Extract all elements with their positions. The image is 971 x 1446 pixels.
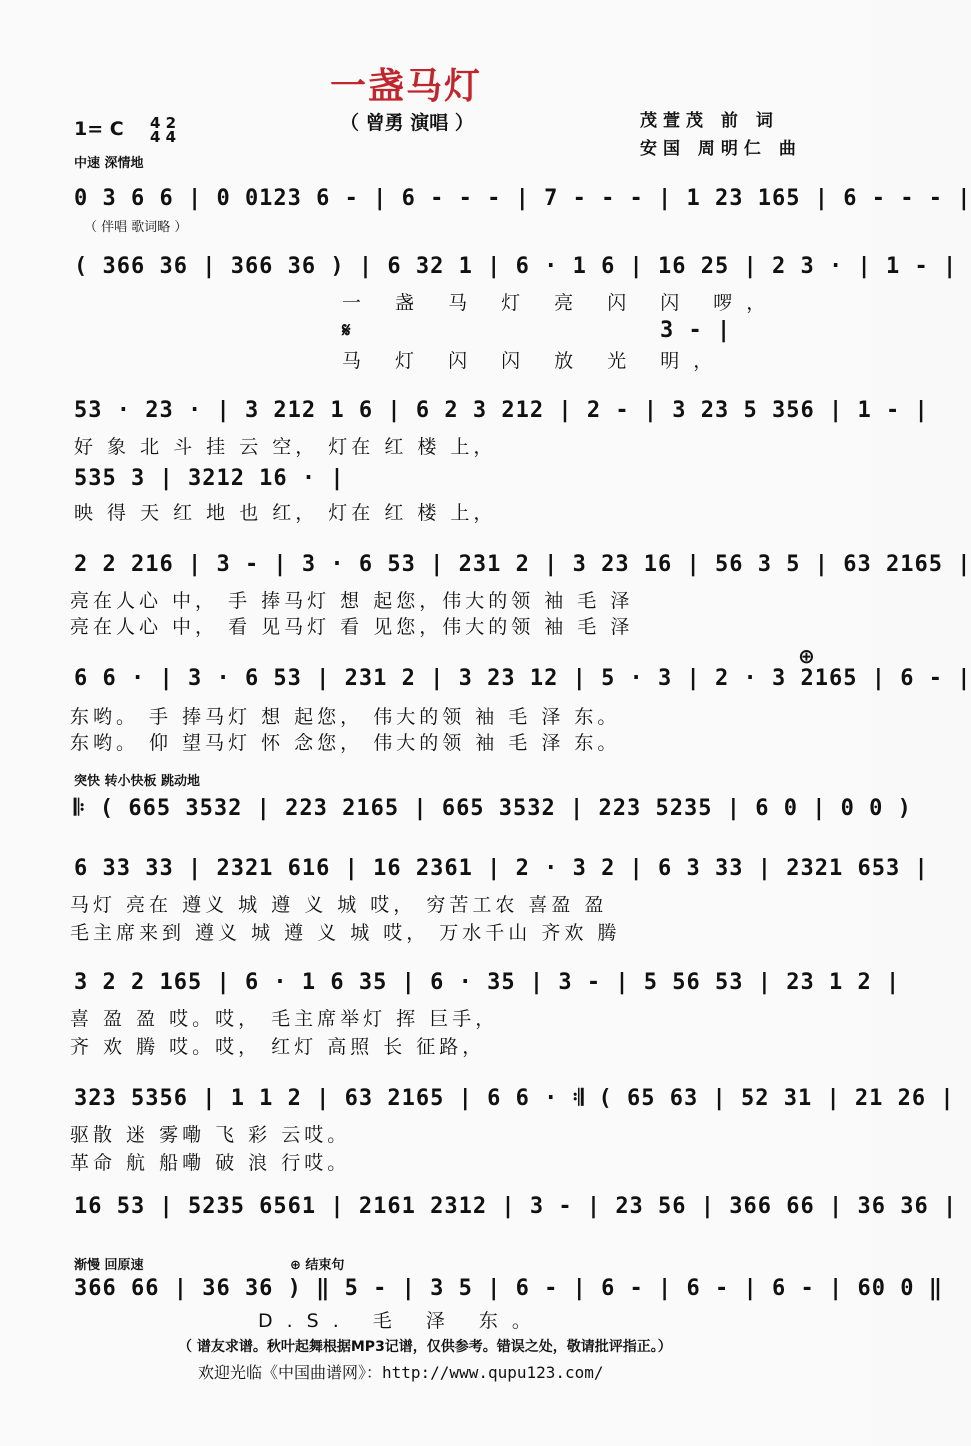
lyric-line-7b: 毛主席来到 遵义 城 遵 义 城 哎， 万水千山 齐欢 腾 — [70, 922, 621, 944]
lyric-line-8b: 齐 欢 腾 哎。哎， 红灯 高照 长 征路， — [70, 1036, 486, 1058]
lyric-line-7a: 马灯 亮在 遵义 城 遵 义 城 哎， 穷苦工农 喜盈 盈 — [70, 894, 608, 916]
notation-line-8: 3 2 2 165 | 6 · 1 6 35 | 6 · 35 | 3 - | 5 56 53 | 23 1 2 | — [74, 970, 901, 995]
notation-line-2: ( 366 36 | 366 36 ) | 6 32 1 | 6 · 1 6 | 16 25 | 2 3 · | 1 - | — [74, 254, 958, 279]
alt-notation-line-3: 535 3 | 3212 16 · | — [74, 466, 345, 491]
lyric-line-2b: 马 灯 闪 闪 放 光 明， — [342, 350, 727, 372]
lyric-line-3b: 映 得 天 红 地 也 红， 灯在 红 楼 上， — [74, 502, 497, 524]
lyric-line-3a: 好 象 北 斗 挂 云 空， 灯在 红 楼 上， — [74, 436, 497, 458]
transcription-note: （ 谱友求谱。秋叶起舞根据MP3记谱，仅供参考。错误之处，敬请批评指正。） — [178, 1339, 672, 1355]
notation-line-11: 366 66 | 36 36 ) ‖ 5 - | 3 5 | 6 - | 6 - | 6 - | 6 - | 60 0 ‖ — [74, 1276, 943, 1301]
notation-line-1: 0 3 6 6 | 0 0123 6 - | 6 - - - | 7 - - - | 1 23 165 | 6 - - - | — [74, 186, 971, 211]
notation-line-9: 323 5356 | 1 1 2 | 63 2165 | 6 6 · 𝄇 ( 65 63 | 52 31 | 21 26 | — [74, 1086, 955, 1111]
tempo-marking: 中速 深情地 — [74, 156, 144, 171]
lyric-line-4a: 亮在人心 中， 手 捧马灯 想 起您，伟大的领 袖 毛 泽 — [70, 590, 634, 612]
lyric-line-9a: 驱散 迷 雾嘞 飞 彩 云哎。 — [70, 1124, 351, 1146]
lyric-line-8a: 喜 盈 盈 哎。哎， 毛主席举灯 挥 巨手， — [70, 1008, 499, 1030]
singer-credit: （ 曾勇 演唱 ） — [340, 112, 474, 134]
notation-line-4: 2 2 216 | 3 - | 3 · 6 53 | 231 2 | 3 23 16 | 56 3 5 | 63 2165 | — [74, 552, 971, 577]
notation-line-10: 16 53 | 5235 6561 | 2161 2312 | 3 - | 23 56 | 366 66 | 36 36 | — [74, 1194, 958, 1219]
lyric-line-4b: 亮在人心 中， 看 见马灯 看 见您，伟大的领 袖 毛 泽 — [70, 616, 634, 638]
lyric-line-11: D.S. 毛 泽 东。 — [258, 1310, 545, 1332]
lyric-line-2a: 一 盏 马 灯 亮 闪 闪 啰， — [342, 292, 780, 314]
meter-bottom: 4 4 — [150, 128, 177, 146]
notation-line-7: 6 33 33 | 2321 616 | 16 2361 | 2 · 3 2 | 6 3 33 | 2321 653 | — [74, 856, 929, 881]
coda-sign: ⊕ — [798, 644, 815, 668]
time-signature — [150, 116, 176, 144]
composer-credit: 安国 周明仁 曲 — [640, 139, 802, 159]
tempo-change: 突快 转小快板 跳动地 — [74, 774, 201, 789]
notation-line-6: 𝄆 ( 665 3532 | 223 2165 | 665 3532 | 223 5235 | 6 0 | 0 0 ) — [74, 796, 912, 821]
key-signature: 1= C — [74, 118, 124, 140]
tempo-ritard: 渐慢 回原速 — [74, 1258, 144, 1273]
segno-sign: 𝄋 — [342, 318, 351, 342]
lyric-line-9b: 革命 航 船嘞 破 浪 行哎。 — [70, 1152, 351, 1174]
notation-line-5: 6 6 · | 3 · 6 53 | 231 2 | 3 23 12 | 5 · 3 | 2 · 3 2165 | 6 - | — [74, 666, 971, 691]
meter-top: 4 2 — [150, 114, 177, 132]
website-credit: 欢迎光临《中国曲谱网》：http://www.qupu123.com/ — [198, 1363, 604, 1382]
lyric-line-5a: 东哟。 手 捧马灯 想 起您， 伟大的领 袖 毛 泽 东。 — [70, 706, 621, 728]
chorus-note: （ 伴唱 歌词略 ） — [84, 220, 188, 235]
alt-notation-line-2: 3 - | — [660, 318, 732, 343]
lyric-line-5b: 东哟。 仰 望马灯 怀 念您， 伟大的领 袖 毛 泽 东。 — [70, 732, 621, 754]
notation-line-3: 53 · 23 · | 3 212 1 6 | 6 2 3 212 | 2 - | 3 23 5 356 | 1 - | — [74, 398, 929, 423]
coda-label: ⊕ 结束句 — [290, 1258, 345, 1273]
lyricist-credit: 茂萱茂 前 词 — [640, 111, 779, 131]
song-title: 一盏马灯 — [330, 66, 483, 107]
